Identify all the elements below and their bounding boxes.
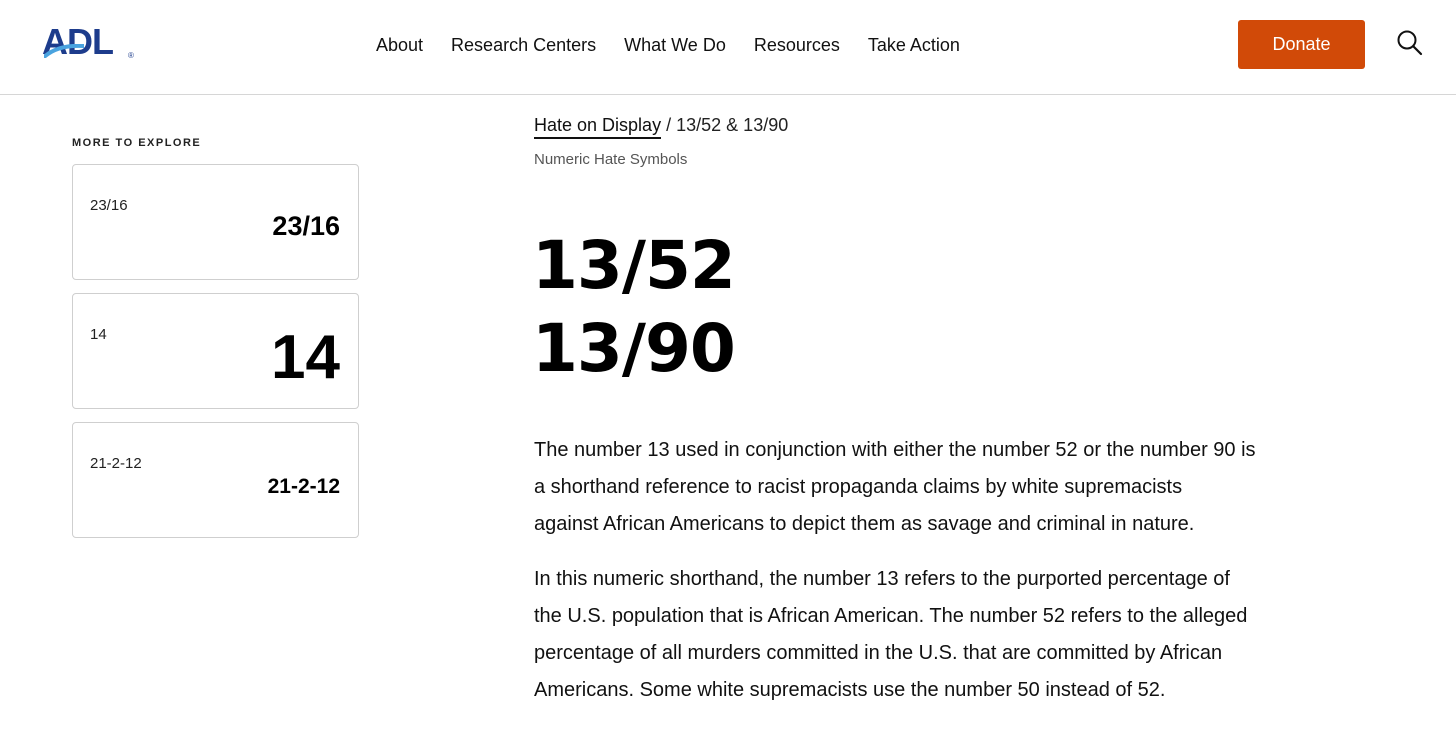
title-line: 13/52 xyxy=(532,227,735,304)
explore-card-14[interactable] xyxy=(72,293,359,409)
paragraph-line: Americans. Some white supremacists use the number 50 instead of 52. xyxy=(534,679,1166,701)
search-button[interactable] xyxy=(1394,28,1426,60)
nav-item-what-we-do[interactable]: What We Do xyxy=(624,35,726,55)
paragraph-explanation xyxy=(534,561,1294,709)
more-to-explore-heading: MORE TO EXPLORE xyxy=(72,137,202,149)
nav-item-take-action[interactable]: Take Action xyxy=(867,35,960,55)
nav-item-research-centers[interactable]: Research Centers xyxy=(451,35,597,55)
nav-item-resources[interactable]: Resources xyxy=(753,35,840,55)
card-label: 14 xyxy=(90,326,107,343)
breadcrumb-separator: / xyxy=(666,115,672,135)
logo-swoosh-icon xyxy=(44,44,84,58)
paragraph-line: a shorthand reference to racist propaganda claims by white supremacists xyxy=(534,476,1183,498)
donate-button[interactable]: Donate xyxy=(1238,20,1365,69)
site-header xyxy=(0,0,1456,95)
logo-wordmark: ADL xyxy=(42,21,113,62)
breadcrumb xyxy=(534,115,788,136)
explore-card-23-16[interactable] xyxy=(72,164,359,280)
main-nav xyxy=(376,30,960,60)
search-icon xyxy=(1396,29,1424,57)
paragraph-line: against African Americans to depict them as savage and criminal in nature. xyxy=(534,513,1195,535)
logo-registered-mark: ® xyxy=(128,51,134,60)
page-subtitle: Numeric Hate Symbols xyxy=(534,151,688,168)
breadcrumb-link-hate-on-display[interactable]: Hate on Display xyxy=(534,115,661,139)
title-line: 13/90 xyxy=(532,310,735,387)
card-label: 21-2-12 xyxy=(90,455,142,472)
page-title xyxy=(532,224,735,390)
paragraph-line: the U.S. population that is African American. The number 52 refers to the alleged xyxy=(534,605,1248,627)
paragraph-line: percentage of all murders committed in the U.S. that are committed by African xyxy=(534,642,1223,664)
paragraph-line: The number 13 used in conjunction with either the number 52 or the number 90 is xyxy=(534,439,1256,461)
card-symbol: 23/16 xyxy=(272,211,340,241)
card-symbol: 21-2-12 xyxy=(267,475,340,498)
paragraph-line: In this numeric shorthand, the number 13 refers to the purported percentage of xyxy=(534,568,1230,590)
nav-item-about[interactable]: About xyxy=(376,35,424,55)
explore-card-21-2-12[interactable] xyxy=(72,422,359,538)
card-symbol: 14 xyxy=(271,323,340,392)
breadcrumb-current: 13/52 & 13/90 xyxy=(676,115,789,135)
card-label: 23/16 xyxy=(90,197,128,214)
adl-logo[interactable] xyxy=(42,21,134,62)
paragraph-intro xyxy=(534,432,1294,543)
